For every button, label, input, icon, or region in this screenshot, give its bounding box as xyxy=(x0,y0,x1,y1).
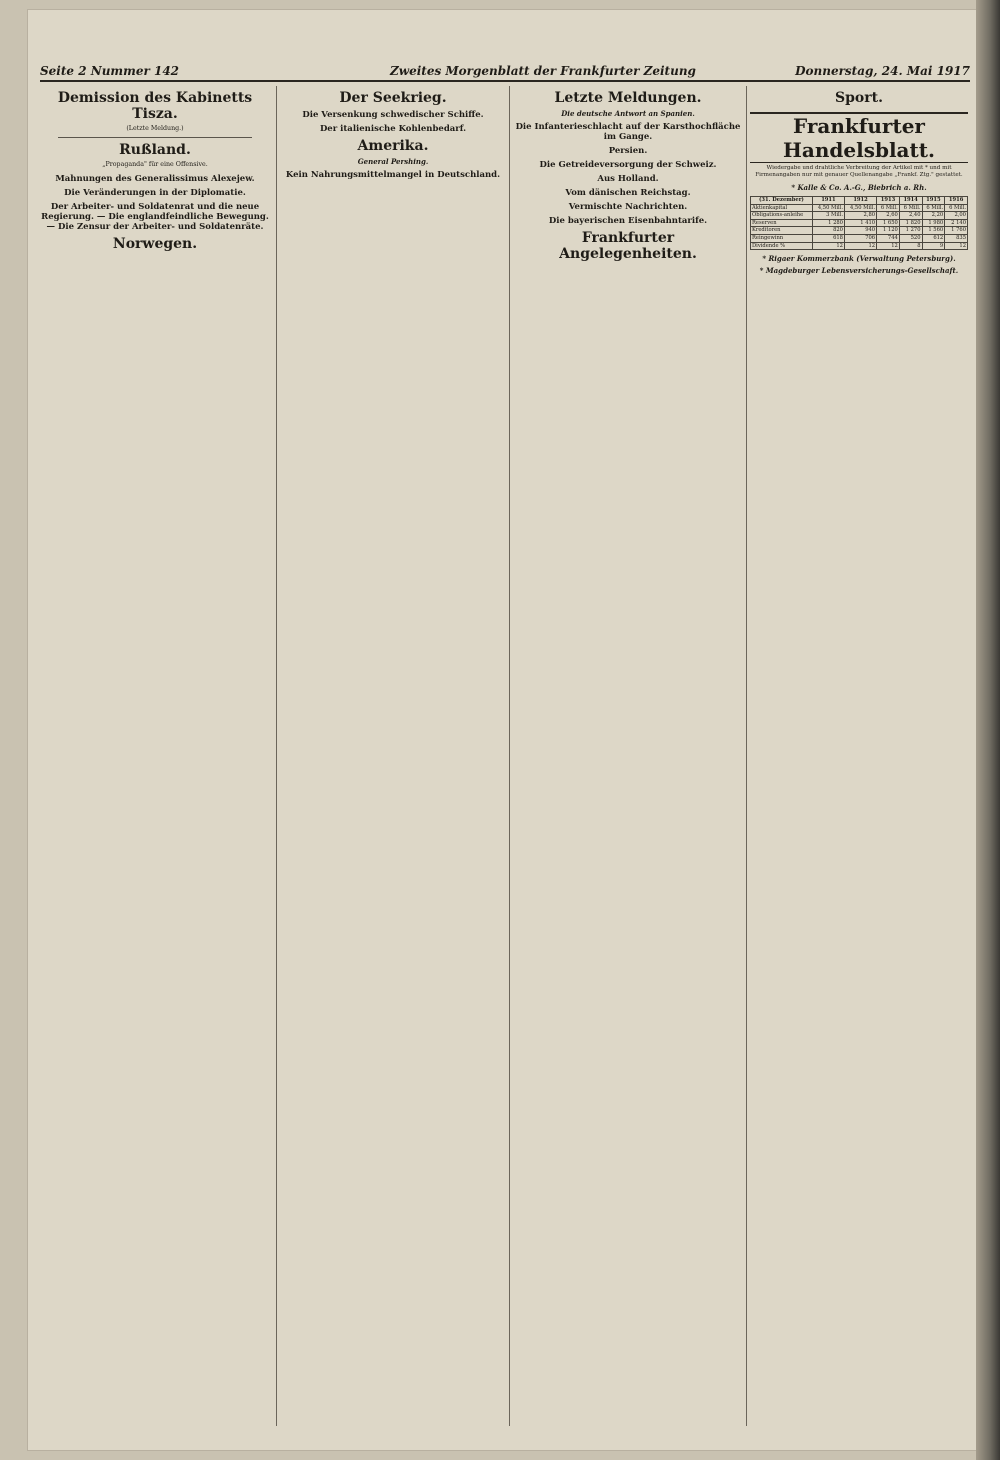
headline-karsthochflaeche: Die Infanterieschlacht auf der Karsthochfläche im Gange. xyxy=(515,122,741,142)
table-header-cell: 1913 xyxy=(877,197,900,205)
column-4 xyxy=(750,86,968,1426)
table-cell: 9 xyxy=(922,242,945,250)
table-row xyxy=(751,234,968,242)
masthead xyxy=(40,64,970,82)
headline-eisenbahntarife: Die bayerischen Eisenbahntarife. xyxy=(548,216,708,226)
headline-pershing: General Pershing. xyxy=(357,157,429,166)
table-cell: 4,50 Mill. xyxy=(812,204,844,212)
table-row xyxy=(751,204,968,212)
table-cell: 618 xyxy=(812,234,844,242)
table-header-cell: 1916 xyxy=(945,197,968,205)
table-cell: 1 760 xyxy=(945,227,968,235)
table-cell: 2 140 xyxy=(945,219,968,227)
table-row-label: Obligations-anleihe xyxy=(751,212,813,220)
column-rule xyxy=(276,86,277,1426)
table-cell: 2,80 xyxy=(844,212,876,220)
table-cell: 6 Mill. xyxy=(945,204,968,212)
table-cell: 12 xyxy=(844,242,876,250)
table-cell: 1 980 xyxy=(922,219,945,227)
table-header-cell: 1915 xyxy=(922,197,945,205)
table-cell: 2,60 xyxy=(877,212,900,220)
handelsblatt-notice: Wiedergabe und drahtliche Verbreitung der Artikel mit * und mit Firmenangaben nur mit genauer Quellenangabe „Frankf. Ztg." gestattet. xyxy=(755,165,963,178)
table-cell: 744 xyxy=(877,234,900,242)
headline-spanien: Die deutsche Antwort an Spanien. xyxy=(561,109,695,118)
headline-amerika: Amerika. xyxy=(357,138,429,154)
table-cell: 1 650 xyxy=(877,219,900,227)
headline-nahrungsmittel: Kein Nahrungsmittelmangel in Deutschland. xyxy=(285,170,501,180)
headline-persien: Persien. xyxy=(608,146,648,156)
table-cell: 2,40 xyxy=(899,212,922,220)
table-cell: 706 xyxy=(844,234,876,242)
balance-table xyxy=(750,196,968,250)
table-cell: 820 xyxy=(812,227,844,235)
headline-sub: „Propaganda" für eine Offensive. xyxy=(102,161,208,169)
page-number: Seite 2 Nummer 142 xyxy=(40,64,180,78)
headline-holland: Aus Holland. xyxy=(597,174,659,184)
table-row-label: Aktienkapital xyxy=(751,204,813,212)
headline-sport: Sport. xyxy=(835,90,883,106)
headline-rigaer: * Rigaer Kommerzbank (Verwaltung Petersburg). xyxy=(762,254,956,264)
table-cell: 1 120 xyxy=(877,227,900,235)
headline-seekrieg: Der Seekrieg. xyxy=(339,90,447,106)
headline-kohlenbedarf: Der italienische Kohlenbedarf. xyxy=(319,124,467,134)
table-cell: 8 xyxy=(899,242,922,250)
table-row-label: Dividende % xyxy=(751,242,813,250)
table-cell: 520 xyxy=(899,234,922,242)
table-row-label: Kreditoren xyxy=(751,227,813,235)
headline-norwegen: Norwegen. xyxy=(112,235,198,252)
column-rule xyxy=(746,86,747,1426)
table-cell: 6 Mill. xyxy=(922,204,945,212)
table-cell: 2,00 xyxy=(945,212,968,220)
column-2 xyxy=(282,86,504,1426)
table-cell: 1 560 xyxy=(922,227,945,235)
table-cell: 12 xyxy=(812,242,844,250)
table-header-cell: (31. Dezember) xyxy=(751,197,813,205)
table-cell: 1 270 xyxy=(899,227,922,235)
headline-magdeburger: * Magdeburger Lebensversicherungs-Gesellschaft. xyxy=(759,266,959,276)
column-3 xyxy=(514,86,742,1426)
table-cell: 940 xyxy=(844,227,876,235)
table-cell: 3 Mill. xyxy=(812,212,844,220)
table-cell: 612 xyxy=(922,234,945,242)
table-cell: 6 Mill. xyxy=(877,204,900,212)
table-cell: 2,20 xyxy=(922,212,945,220)
handelsblatt-banner: Frankfurter Handelsblatt. xyxy=(750,112,968,163)
table-cell: 4,50 Mill. xyxy=(844,204,876,212)
headline-alexejew: Mahnungen des Generalissimus Alexejew. xyxy=(55,173,255,184)
headline-kalle: * Kalle & Co. A.-G., Biebrich a. Rh. xyxy=(791,183,927,192)
table-header-cell: 1912 xyxy=(844,197,876,205)
table-row xyxy=(751,227,968,235)
table-cell: 1 410 xyxy=(844,219,876,227)
table-cell: 835 xyxy=(945,234,968,242)
table-row-label: Reserven xyxy=(751,219,813,227)
headline-letzte-meldungen: Letzte Meldungen. xyxy=(554,90,702,106)
table-cell: 1 820 xyxy=(899,219,922,227)
headline-getreide-schweiz: Die Getreideversorgung der Schweiz. xyxy=(539,160,717,170)
table-header-cell: 1914 xyxy=(899,197,922,205)
table-cell: 12 xyxy=(877,242,900,250)
headline-arbeiterrat: Der Arbeiter- und Soldatenrat und die neue Regierung. — Die englandfeindliche Bewegung. — Die Zensur der Arbeiter- und Soldatenräte. xyxy=(41,201,269,232)
table-row xyxy=(751,212,968,220)
headline-diplomatie: Die Veränderungen in der Diplomatie. xyxy=(64,187,246,198)
table-row xyxy=(751,242,968,250)
table-cell: 6 Mill. xyxy=(899,204,922,212)
table-cell: 12 xyxy=(945,242,968,250)
headline-frankfurter-angelegenheiten: Frankfurter Angelegenheiten. xyxy=(559,230,697,262)
book-binding-edge xyxy=(976,0,1000,1460)
headline-russland: Rußland. xyxy=(119,142,191,159)
newspaper-title: Zweites Morgenblatt der Frankfurter Zeitung xyxy=(390,64,696,78)
table-header-cell: 1911 xyxy=(812,197,844,205)
headline-daenischer-reichstag: Vom dänischen Reichstag. xyxy=(565,188,691,198)
headline-sub: (Letzte Meldung.) xyxy=(126,125,184,132)
table-row xyxy=(751,219,968,227)
headline-tisza: Demission des Kabinetts Tisza. xyxy=(57,90,253,122)
column-1 xyxy=(40,86,270,1426)
table-row-label: Reingewinn xyxy=(751,234,813,242)
table-cell: 1 280 xyxy=(812,219,844,227)
issue-date: Donnerstag, 24. Mai 1917 xyxy=(795,64,970,78)
column-rule xyxy=(509,86,510,1426)
headline-vermischte: Vermischte Nachrichten. xyxy=(568,202,688,212)
headline-schwedische-schiffe: Die Versenkung schwedischer Schiffe. xyxy=(302,110,484,120)
